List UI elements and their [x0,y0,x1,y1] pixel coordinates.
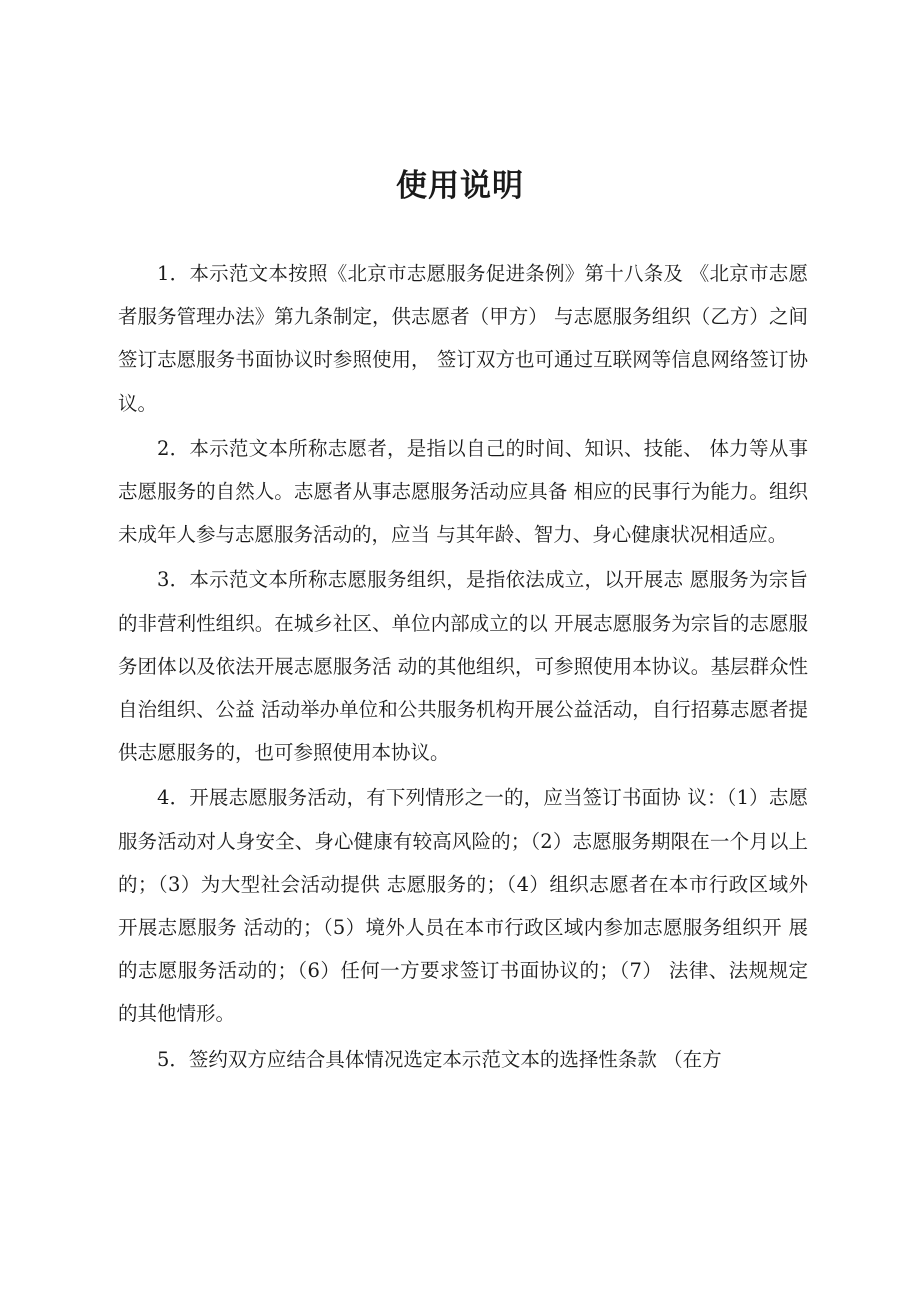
paragraph-2: 2．本示范文本所称志愿者，是指以自己的时间、知识、技能、 体力等从事志愿服务的自然人。志愿者从事志愿服务活动应具备 相应的民事行为能力。组织未成年人参与志愿服务活动的，应当 与其年龄、智力、身心健康状况相适应。 [118,436,808,547]
document-body [118,252,808,1083]
paragraph-3: 3．本示范文本所称志愿服务组织，是指依法成立，以开展志 愿服务为宗旨的非营利性组织。在城乡社区、单位内部成立的以 开展志愿服务为宗旨的志愿服务团体以及依法开展志愿服务活 动的其他组织，可参照使用本协议。基层群众性自治组织、公益 活动举办单位和公共服务机构开展公益活动，自行招募志愿者提 供志愿服务的，也可参照使用本协议。 [118,568,808,765]
page-title: 使用说明 [396,168,524,204]
paragraph-1: 1．本示范文本按照《北京市志愿服务促进条例》第十八条及 《北京市志愿者服务管理办法》第九条制定，供志愿者（甲方） 与志愿服务组织（乙方）之间签订志愿服务书面协议时参照使用， 签订双方也可通过互联网等信息网络签订协议。 [118,262,808,415]
paragraph-5: 5．签约双方应结合具体情况选定本示范文本的选择性条款 （在方 [157,1047,722,1071]
paragraph-4: 4．开展志愿服务活动，有下列情形之一的，应当签订书面协 议：（1）志愿服务活动对人身安全、身心健康有较高风险的；（2）志愿服务期限在一个月以上的；（3）为大型社会活动提供 志愿服务的；（4）组织志愿者在本市行政区域外开展志愿服务 活动的；（5）境外人员在本市行政区域内参加志愿服务组织开 展的志愿服务活动的；（6）任何一方要求签订书面协议的；（7） 法律、法规规定的其他情形。 [118,786,808,1026]
